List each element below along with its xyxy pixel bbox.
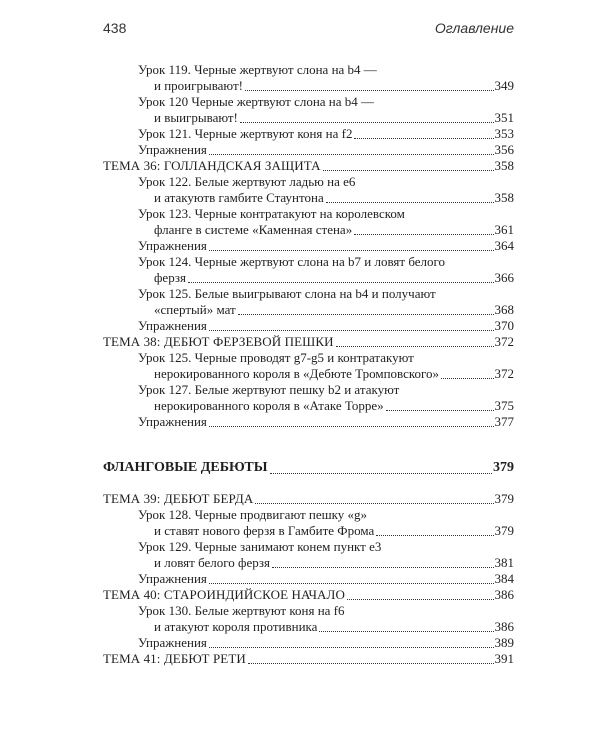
toc-exercises-entry xyxy=(103,238,514,254)
dot-leader xyxy=(376,534,493,536)
toc-lesson-entry xyxy=(103,174,514,190)
toc-lesson-entry xyxy=(103,507,514,523)
toc-lesson-entry xyxy=(103,286,514,302)
toc-page-number: 377 xyxy=(494,414,514,429)
toc-exercises-entry xyxy=(103,414,514,430)
toc-entry-title: Урок 125. Черные проводят g7-g5 и контратакуют xyxy=(138,350,414,365)
toc-page-number: 358 xyxy=(494,190,514,205)
dot-leader xyxy=(270,472,493,474)
toc-entry-title: Урок 125. Белые выигрывают слона на b4 и получают xyxy=(138,286,436,301)
dot-leader xyxy=(354,137,493,139)
toc-exercises-entry xyxy=(103,318,514,334)
toc-page-number: 389 xyxy=(494,635,514,650)
dot-leader xyxy=(336,345,494,347)
toc-entry-title: Упражнения xyxy=(138,635,207,650)
toc-entry-continuation xyxy=(103,190,514,206)
section-spacer xyxy=(103,477,514,491)
toc-page-number: 381 xyxy=(494,555,514,570)
toc-page-number: 364 xyxy=(494,238,514,253)
dot-leader xyxy=(240,121,494,123)
running-title: Оглавление xyxy=(434,20,514,36)
toc-entry-title: ТЕМА 39: ДЕБЮТ БЕРДА xyxy=(103,491,254,506)
toc-lesson-entry xyxy=(103,350,514,366)
toc-lesson-entry xyxy=(103,62,514,78)
page-header xyxy=(103,20,514,40)
toc-lesson-entry xyxy=(103,126,514,142)
dot-leader xyxy=(209,249,494,251)
toc-part-entry xyxy=(103,459,514,477)
toc-entry-continuation xyxy=(103,366,514,382)
toc-entry-continuation xyxy=(103,78,514,94)
toc-page-number: 370 xyxy=(494,318,514,333)
toc-entry-title: и проигрывают! xyxy=(154,78,243,93)
toc-entry-title: Урок 128. Черные продвигают пешку «g» xyxy=(138,507,368,522)
dot-leader xyxy=(272,566,494,568)
toc-theme-entry xyxy=(103,334,514,350)
toc-page-number: 372 xyxy=(494,366,514,381)
toc-lesson-entry xyxy=(103,539,514,555)
dot-leader xyxy=(347,598,494,600)
toc-entry-title: Урок 121. Черные жертвуют коня на f2 xyxy=(138,126,353,141)
toc-entry-title: нерокированного короля в «Атаке Торре» xyxy=(154,398,384,413)
toc-entry-title: и атакуют короля противника xyxy=(154,619,318,634)
toc-page-number: 361 xyxy=(494,222,514,237)
toc-entry-title: ТЕМА 40: СТАРОИНДИЙСКОЕ НАЧАЛО xyxy=(103,587,345,602)
toc-lesson-entry xyxy=(103,382,514,398)
toc-entry-continuation xyxy=(103,270,514,286)
toc-lesson-entry xyxy=(103,94,514,110)
toc-page-number: 372 xyxy=(494,334,514,349)
toc-entry-title: Урок 127. Белые жертвуют пешку b2 и атакуют xyxy=(138,382,400,397)
toc-page-number: 353 xyxy=(494,126,514,141)
toc-page-number: 349 xyxy=(494,78,514,93)
toc-entry-title: Упражнения xyxy=(138,414,207,429)
dot-leader xyxy=(238,313,494,315)
toc-page-number: 356 xyxy=(494,142,514,157)
toc-entry-title: Урок 129. Черные занимают конем пункт е3 xyxy=(138,539,382,554)
toc-entry-continuation xyxy=(103,110,514,126)
toc-entry-title: и ставят нового ферзя в Гамбите Фрома xyxy=(154,523,375,538)
dot-leader xyxy=(354,233,493,235)
page-number: 438 xyxy=(103,20,127,36)
toc-entry-title: фланге в системе «Каменная стена» xyxy=(154,222,353,237)
toc-entry-title: нерокированного короля в «Дебюте Тромповского» xyxy=(154,366,440,381)
toc-entry-continuation xyxy=(103,619,514,635)
toc-entry-continuation xyxy=(103,398,514,414)
dot-leader xyxy=(245,89,494,91)
toc-entry-title: Упражнения xyxy=(138,571,207,586)
dot-leader xyxy=(209,646,494,648)
toc-lesson-entry xyxy=(103,603,514,619)
toc-entry-continuation xyxy=(103,555,514,571)
toc-page-number: 366 xyxy=(494,270,514,285)
toc-entry-title: Урок 124. Черные жертвуют слона на b7 и ловят белого xyxy=(138,254,446,269)
toc-entry-continuation xyxy=(103,523,514,539)
toc-entry-title: и ловят белого ферзя xyxy=(154,555,270,570)
table-of-contents xyxy=(103,62,514,667)
toc-exercises-entry xyxy=(103,571,514,587)
toc-page-number: 386 xyxy=(494,619,514,634)
toc-entry-title: Урок 130. Белые жертвуют коня на f6 xyxy=(138,603,345,618)
toc-entry-title: Упражнения xyxy=(138,238,207,253)
toc-entry-title: ФЛАНГОВЫЕ ДЕБЮТЫ xyxy=(103,460,268,475)
toc-page-number: 391 xyxy=(494,651,514,666)
toc-theme-entry xyxy=(103,587,514,603)
toc-entry-title: Урок 120 Черные жертвуют слона на b4 — xyxy=(138,94,375,109)
dot-leader xyxy=(209,329,494,331)
dot-leader xyxy=(323,169,494,171)
toc-lesson-entry xyxy=(103,254,514,270)
toc-entry-title: ТЕМА 36: ГОЛЛАНДСКАЯ ЗАЩИТА xyxy=(103,158,321,173)
toc-page-number: 379 xyxy=(494,523,514,538)
toc-entry-title: Упражнения xyxy=(138,142,207,157)
toc-page-number: 384 xyxy=(494,571,514,586)
toc-entry-title: Урок 122. Белые жертвуют ладью на е6 xyxy=(138,174,356,189)
toc-entry-title: ТЕМА 38: ДЕБЮТ ФЕРЗЕВОЙ ПЕШКИ xyxy=(103,334,334,349)
toc-entry-continuation xyxy=(103,302,514,318)
dot-leader xyxy=(255,502,493,504)
toc-exercises-entry xyxy=(103,142,514,158)
dot-leader xyxy=(209,153,494,155)
toc-page-number: 379 xyxy=(493,460,514,475)
dot-leader xyxy=(326,201,494,203)
dot-leader xyxy=(209,582,494,584)
toc-entry-title: и атакуютв гамбите Стаунтона xyxy=(154,190,324,205)
toc-theme-entry xyxy=(103,651,514,667)
toc-page-number: 351 xyxy=(494,110,514,125)
dot-leader xyxy=(188,281,494,283)
toc-entry-title: ферзя xyxy=(154,270,186,285)
toc-theme-entry xyxy=(103,491,514,507)
toc-entry-title: Упражнения xyxy=(138,318,207,333)
toc-exercises-entry xyxy=(103,635,514,651)
toc-entry-continuation xyxy=(103,222,514,238)
toc-entry-title: Урок 123. Черные контратакуют на королевском xyxy=(138,206,405,221)
toc-page-number: 379 xyxy=(494,491,514,506)
toc-entry-title: и выигрывают! xyxy=(154,110,238,125)
dot-leader xyxy=(319,630,493,632)
toc-entry-title: Урок 119. Черные жертвуют слона на b4 — xyxy=(138,62,377,77)
toc-entry-title: ТЕМА 41: ДЕБЮТ РЕТИ xyxy=(103,651,246,666)
toc-theme-entry xyxy=(103,158,514,174)
dot-leader xyxy=(209,425,494,427)
toc-page-number: 368 xyxy=(494,302,514,317)
section-spacer xyxy=(103,430,514,459)
dot-leader xyxy=(441,377,493,379)
dot-leader xyxy=(248,662,494,664)
toc-entry-title: «спертый» мат xyxy=(154,302,236,317)
dot-leader xyxy=(386,409,494,411)
toc-page-number: 375 xyxy=(494,398,514,413)
toc-lesson-entry xyxy=(103,206,514,222)
toc-page-number: 358 xyxy=(494,158,514,173)
toc-page-number: 386 xyxy=(494,587,514,602)
